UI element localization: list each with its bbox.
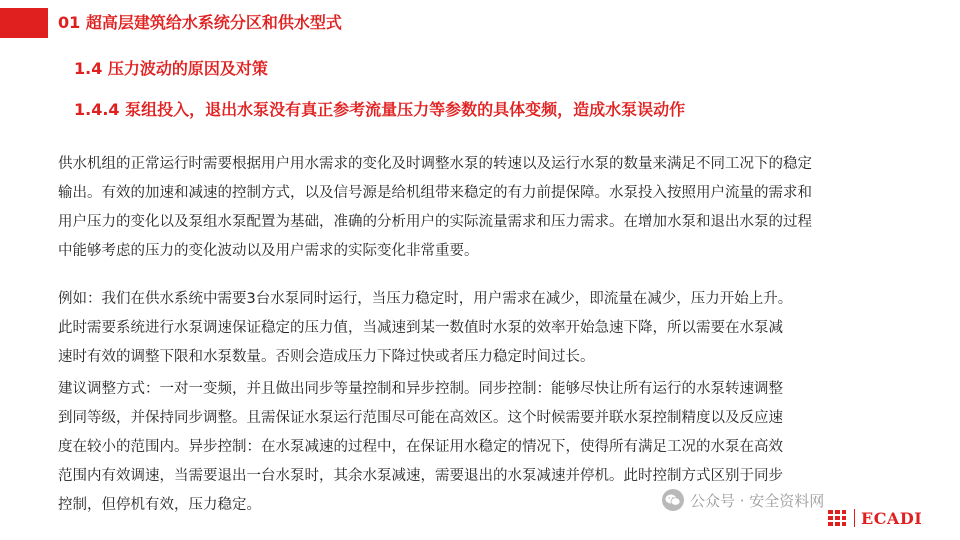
paragraph-line: 范围内有效调速，当需要退出一台水泵时，其余水泵减速，需要退出的水泵减速并停机。此时控制方式区别于同步: [58, 468, 783, 484]
wechat-icon: [662, 489, 684, 511]
ecadi-logo: [826, 506, 922, 530]
logo-text: ECADI: [861, 508, 923, 528]
paragraph-intro: [58, 150, 948, 266]
paragraph-line: 到同等级，并保持同步调整。且需保证水泵运行范围尽可能在高效区。这个时候需要并联水泵控制精度以及反应速: [58, 410, 783, 426]
section-title: 01 超高层建筑给水系统分区和供水型式: [58, 13, 342, 32]
watermark-text: 公众号 · 安全资料网: [690, 491, 825, 510]
watermark: [662, 485, 824, 515]
paragraph-line: 中能够考虑的压力的变化波动以及用户需求的实际变化非常重要。: [58, 243, 479, 259]
paragraph-line: 度在较小的范围内。异步控制：在水泵减速的过程中，在保证用水稳定的情况下，使得所有满足工况的水泵在高效: [58, 439, 783, 455]
logo-divider: [854, 509, 855, 527]
section-accent-bar: [0, 8, 48, 38]
paragraph-line: 此时需要系统进行水泵调速保证稳定的压力值，当减速到某一数值时水泵的效率开始急速下降，所以需要在水泵减: [58, 320, 783, 336]
paragraph-example: [58, 285, 948, 372]
paragraph-line: 速时有效的调整下限和水泵数量。否则会造成压力下降过快或者压力稳定时间过长。: [58, 349, 595, 365]
paragraph-line: 建议调整方式：一对一变频，并且做出同步等量控制和异步控制。同步控制：能够尽快让所有运行的水泵转速调整: [58, 381, 783, 397]
paragraph-line: 用户压力的变化以及泵组水泵配置为基础，准确的分析用户的实际流量需求和压力需求。在增加水泵和退出水泵的过程: [58, 214, 812, 230]
paragraph-line: 供水机组的正常运行时需要根据用户用水需求的变化及时调整水泵的转速以及运行水泵的数量来满足不同工况下的稳定: [58, 156, 812, 172]
topic-title: 1.4.4 泵组投入，退出水泵没有真正参考流量压力等参数的具体变频，造成水泵误动作: [74, 100, 686, 119]
ecadi-mark-icon: [826, 507, 848, 529]
paragraph-line: 控制，但停机有效，压力稳定。: [58, 497, 261, 513]
paragraph-line: 例如：我们在供水系统中需要3台水泵同时运行，当压力稳定时，用户需求在减少，即流量在减少，压力开始上升。: [58, 291, 793, 307]
subsection-title: 1.4 压力波动的原因及对策: [74, 59, 268, 78]
paragraph-line: 输出。有效的加速和减速的控制方式，以及信号源是给机组带来稳定的有力前提保障。水泵投入按照用户流量的需求和: [58, 185, 812, 201]
